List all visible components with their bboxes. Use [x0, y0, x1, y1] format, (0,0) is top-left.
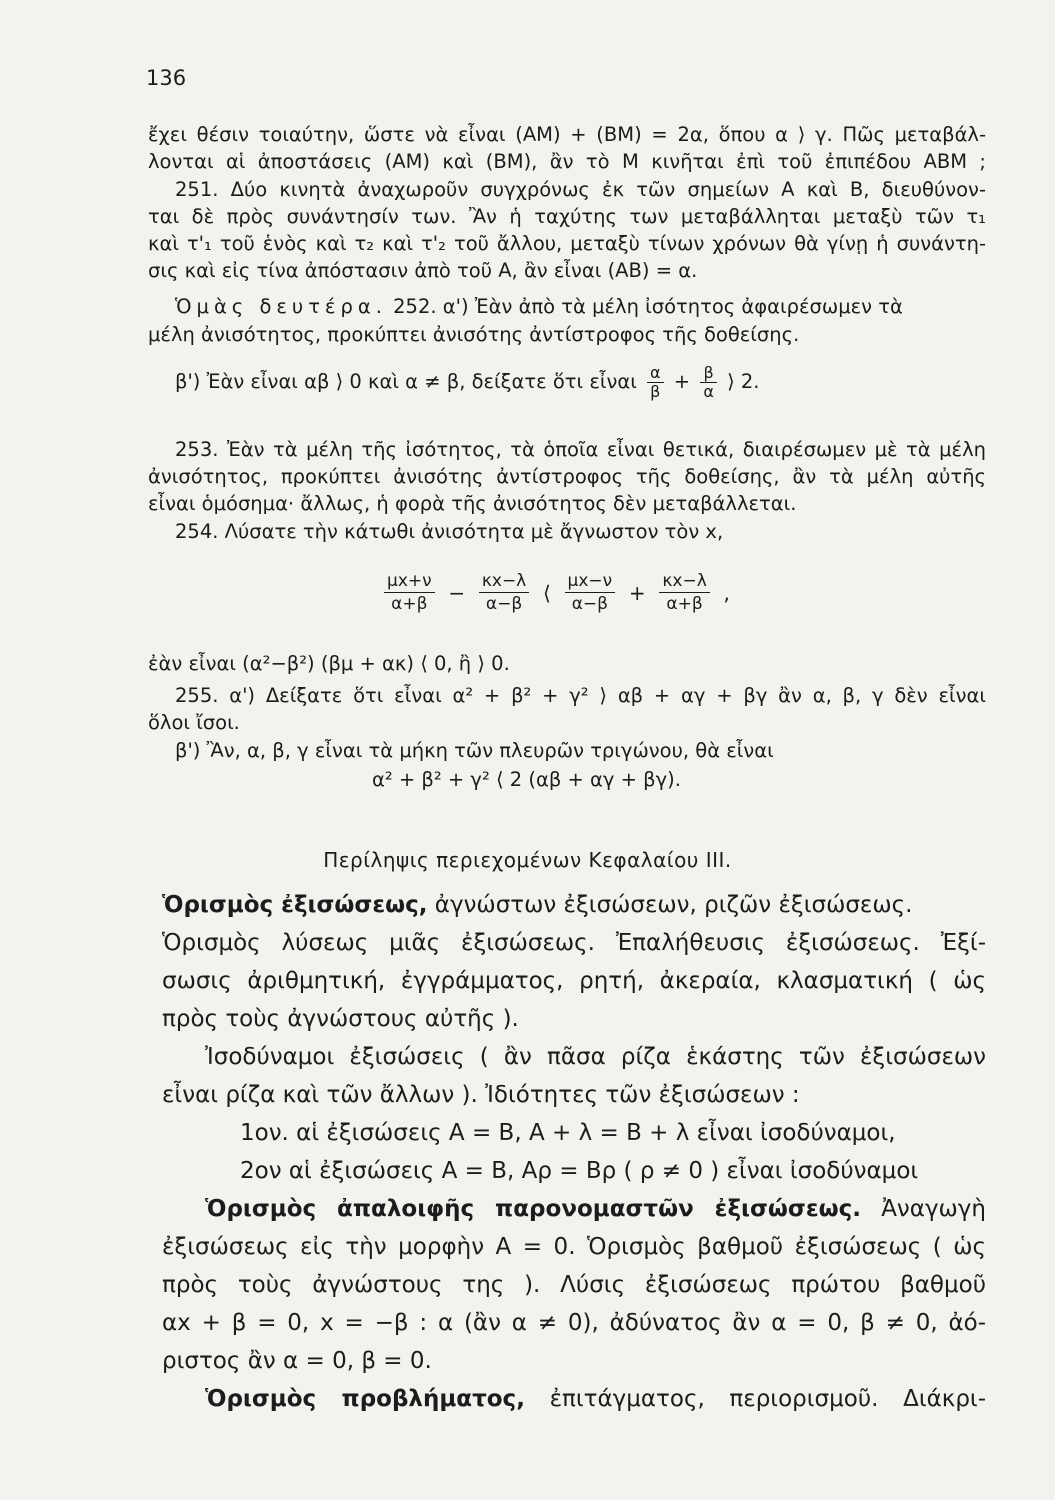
summary-text: ἐπιτάγματος, περιορισμοῦ. Διάκρι-	[524, 1386, 987, 1412]
denominator: α+β	[391, 594, 428, 614]
summary-line: ριστος ἂν α = 0, β = 0.	[162, 1348, 432, 1374]
text-line: ἀνισότητος, προκύπτει ἀνισότης ἀντίστροφος τῆς δοθείσης, ἂν τὰ μέλη αὐτῆς	[148, 465, 986, 488]
exercise-253: 253. Ἐὰν τὰ μέλη τῆς ἰσότητος, τὰ ὁποῖα εἶναι θετικά, διαιρέσωμεν μὲ τὰ μέλη	[175, 438, 986, 461]
summary-line: Ὁρισμὸς λύσεως μιᾶς ἐξισώσεως. Ἐπαλήθευσις ἐξισώσεως. Ἐξί-	[162, 930, 986, 956]
minus-sign: −	[448, 580, 466, 605]
summary-line: πρὸς τοὺς ἀγνώστους της ). Λύσις ἐξισώσεως πρώτου βαθμοῦ	[162, 1272, 986, 1298]
summary-line	[205, 1384, 986, 1414]
summary-text: Ἀναγωγὴ	[861, 1196, 987, 1222]
text-line: σις καὶ εἰς τίνα ἀπόστασιν ἀπὸ τοῦ Α, ἂν εἶναι (ΑΒ) = α.	[148, 259, 698, 282]
summary-term: Ὁρισμὸς ἐξισώσεως,	[162, 892, 428, 918]
text-line: καὶ τ'₁ τοῦ ἑνὸς καὶ τ₂ καὶ τ'₂ τοῦ ἄλλου, μεταξὺ τίνων χρόνων θὰ γίνῃ ἡ συνάντη-	[148, 232, 986, 255]
comma: ,	[723, 580, 730, 605]
numerator: κx−λ	[659, 570, 709, 593]
text-line: εἶναι ὁμόσημα· ἄλλως, ἡ φορὰ τῆς ἀνισότητος δὲν μεταβάλλεται.	[148, 492, 797, 515]
denominator: α−β	[485, 594, 523, 614]
summary-term: Ὁρισμὸς προβλήματος,	[205, 1386, 525, 1412]
summary-line: 1ον. αἱ ἐξισώσεις Α = Β, Α + λ = Β + λ εἶναι ἰσοδύναμοι,	[240, 1120, 896, 1146]
exercise-252b	[175, 362, 986, 402]
summary-line: σωσις ἀριθμητική, ἐγγράμματος, ρητή, ἀκεραία, κλασματική ( ὡς	[162, 968, 986, 994]
summary-line	[205, 1194, 986, 1224]
inequality-line: α² + β² + γ² ⟨ 2 (αβ + αγ + βγ).	[372, 768, 681, 791]
exercise-255b: β') Ἂν, α, β, γ εἶναι τὰ μήκη τῶν πλευρῶν τριγώνου, θὰ εἶναι	[175, 739, 774, 762]
summary-line: ἐξισώσεως εἰς τὴν μορφὴν Α = 0. Ὁρισμὸς βαθμοῦ ἐξισώσεως ( ὡς	[162, 1234, 986, 1260]
denominator: β	[650, 382, 661, 401]
fraction	[479, 570, 529, 615]
fraction	[565, 570, 616, 615]
exercise-254: 254. Λύσατε τὴν κάτωθι ἀνισότητα μὲ ἄγνωστον τὸν x,	[175, 520, 724, 543]
exercise-252b-text: β') Ἐὰν εἶναι αβ ⟩ 0 καὶ α ≠ β, δείξατε ὅτι εἶναι	[175, 370, 637, 393]
numerator: μx+ν	[384, 570, 435, 593]
inequality-formula	[378, 570, 732, 615]
summary-term: Ὁρισμὸς ἀπαλοιφῆς παρονομαστῶν ἐξισώσεως.	[205, 1196, 861, 1222]
text-line: ἔχει θέσιν τοιαύτην, ὥστε νὰ εἶναι (ΑΜ) + (ΒΜ) = 2α, ὅπου α ⟩ γ. Πῶς μεταβάλ-	[148, 123, 986, 146]
numerator: κx−λ	[479, 570, 529, 593]
summary-line	[162, 890, 986, 920]
denominator: α−β	[571, 594, 608, 614]
exercise-251: 251. Δύο κινητὰ ἀναχωροῦν συγχρόνως ἐκ τῶν σημείων Α καὶ Β, διευθύνον-	[175, 178, 986, 201]
group-header-line	[175, 294, 986, 320]
fraction	[700, 364, 717, 401]
text-line: ὅλοι ἴσοι.	[148, 711, 240, 734]
summary-line: Ἰσοδύναμοι ἐξισώσεις ( ἂν πᾶσα ρίζα ἑκάστης τῶν ἐξισώσεων	[205, 1044, 986, 1070]
exercise-252: 252. α') Ἐὰν ἀπὸ τὰ μέλη ἰσότητος ἀφαιρέσωμεν τὰ	[393, 295, 903, 318]
summary-heading: Περίληψις περιεχομένων Κεφαλαίου ΙΙΙ.	[323, 848, 732, 872]
exercise-255: 255. α') Δείξατε ὅτι εἶναι α² + β² + γ² ⟩ αβ + αγ + βγ ἂν α, β, γ δὲν εἶναι	[175, 684, 986, 707]
summary-text: ἀγνώστων ἐξισώσεων, ριζῶν ἐξισώσεως.	[427, 892, 913, 918]
inequality-end: ⟩ 2.	[727, 370, 760, 393]
denominator: α	[703, 382, 714, 401]
less-than-sign: ⟨	[542, 580, 551, 605]
plus-sign: +	[628, 580, 646, 605]
numerator: μx−ν	[565, 570, 616, 593]
numerator: β	[700, 364, 717, 383]
text-line: μέλη ἀνισότητος, προκύπτει ἀνισότης ἀντίστροφος τῆς δοθείσης.	[148, 323, 800, 346]
summary-line: 2ον αἱ ἐξισώσεις Α = Β, Αρ = Βρ ( ρ ≠ 0 ) εἶναι ἰσοδύναμοι	[240, 1158, 919, 1184]
text-line: λονται αἱ ἀποστάσεις (ΑΜ) καὶ (ΒΜ), ἂν τὸ Μ κινῆται ἐπὶ τοῦ ἐπιπέδου ΑΒΜ ;	[148, 150, 986, 173]
summary-line: πρὸς τοὺς ἀγνώστους αὐτῆς ).	[162, 1006, 519, 1032]
fraction	[647, 364, 664, 401]
text-line: ται δὲ πρὸς συνάντησίν των. Ἂν ἡ ταχύτης των μεταβάλληται μεταξὺ τῶν τ₁	[148, 205, 986, 228]
fraction	[384, 570, 435, 615]
page-number: 136	[146, 66, 187, 90]
summary-line: αx + β = 0, x = −β : α (ἂν α ≠ 0), ἀδύνατος ἂν α = 0, β ≠ 0, ἀό-	[162, 1310, 986, 1336]
fraction	[659, 570, 709, 615]
group-title: Ὁμὰς δευτέρα.	[175, 295, 387, 318]
summary-line: εἶναι ρίζα καὶ τῶν ἄλλων ). Ἰδιότητες τῶν ἐξισώσεων :	[162, 1082, 800, 1108]
numerator: α	[647, 364, 664, 383]
denominator: α+β	[666, 594, 703, 614]
text-line: ἐὰν εἶναι (α²−β²) (βμ + ακ) ⟨ 0, ἢ ⟩ 0.	[148, 652, 510, 675]
plus-sign: +	[673, 370, 691, 393]
